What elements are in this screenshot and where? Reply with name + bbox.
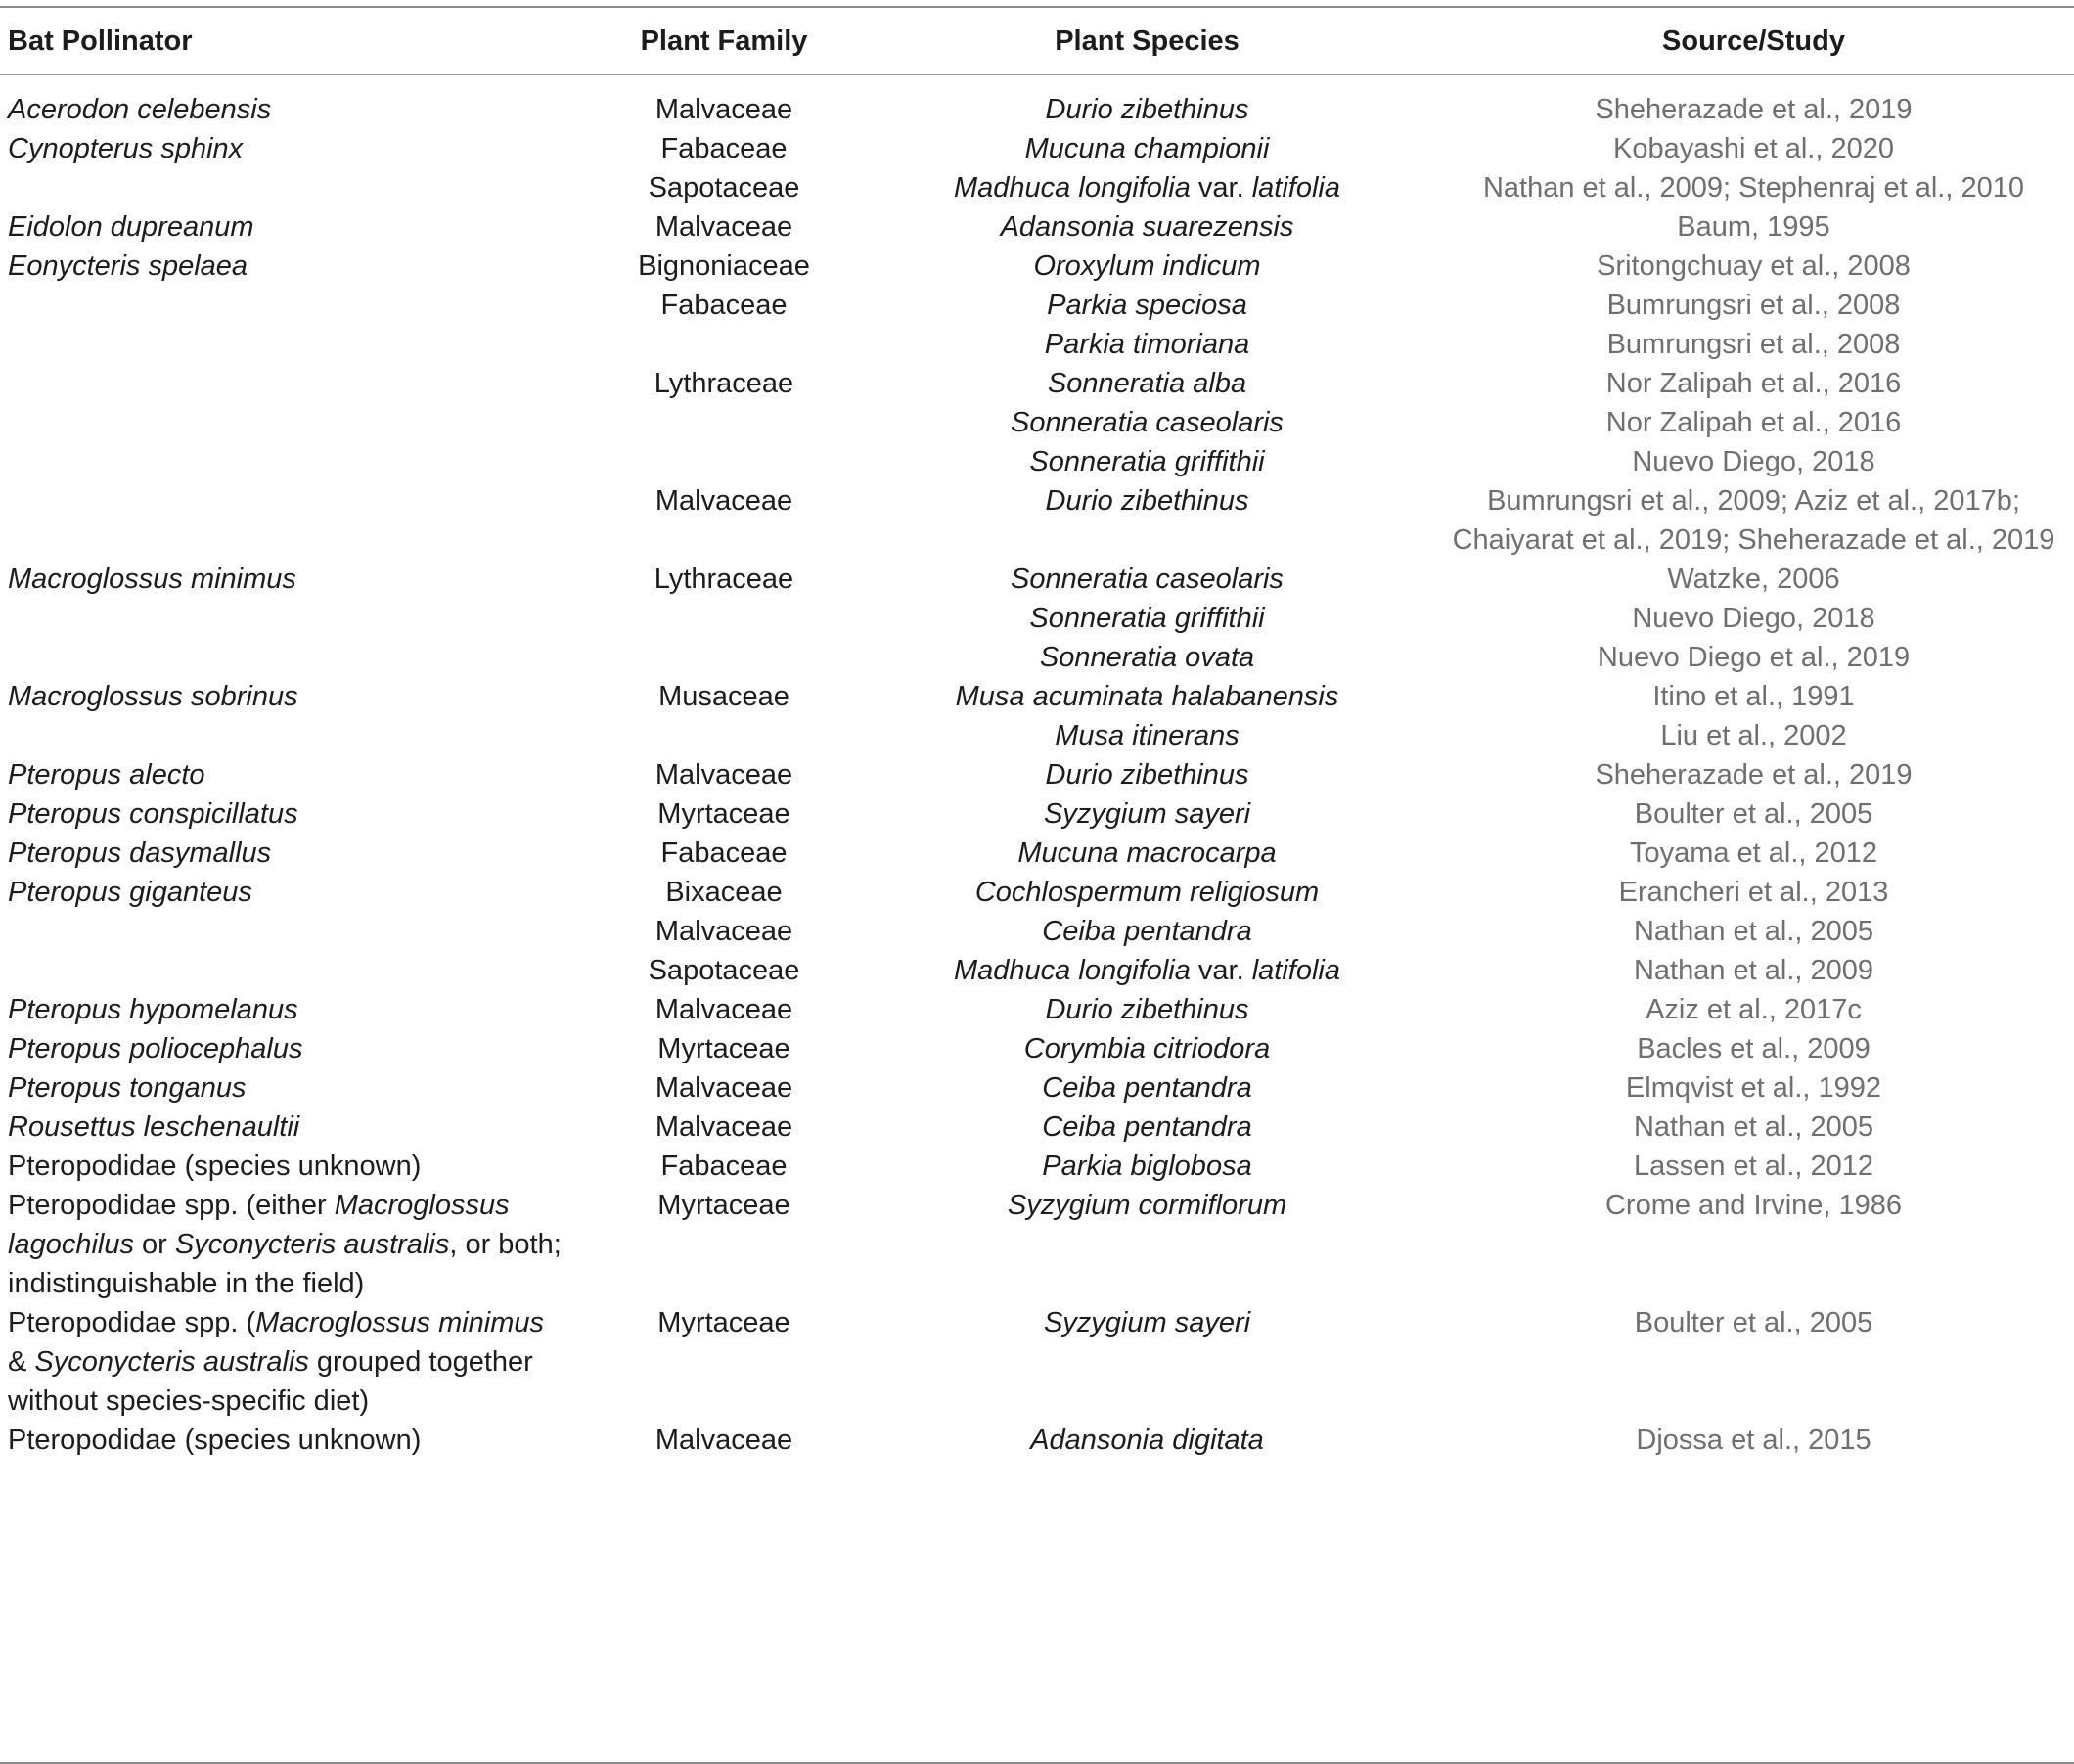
cell-source-study: Crome and Irvine, 1986 — [1604, 1190, 1903, 1221]
table-row — [0, 325, 2074, 364]
cell-plant-species — [861, 1303, 1433, 1421]
text-segment: Pteropus conspicillatus — [8, 798, 298, 830]
cell-source-study: Watzke, 2006 — [1667, 564, 1840, 595]
cell-source-study: Erancheri et al., 2013 — [1618, 877, 1889, 908]
text-segment: Durio zibethinus — [1045, 994, 1249, 1025]
text-segment: Durio zibethinus — [1045, 759, 1249, 791]
cell-plant-species — [861, 247, 1433, 286]
cell-bat-pollinator — [0, 990, 587, 1029]
cell-bat-pollinator — [0, 599, 587, 638]
text-segment: Rousettus leschenaultii — [8, 1111, 300, 1143]
cell-bat-pollinator — [0, 286, 587, 325]
cell-source-study: Bumrungsri et al., 2009; Aziz et al., 2017b; Chaiyarat et al., 2019; Sheherazade et al., 2019 — [1452, 485, 2055, 556]
text-segment: latifolia — [1251, 955, 1340, 986]
cell-plant-species — [861, 677, 1433, 716]
table-row — [0, 442, 2074, 481]
table-row — [0, 599, 2074, 638]
cell-plant-family: Myrtaceae — [657, 798, 790, 830]
cell-plant-species — [861, 168, 1433, 207]
cell-source-study: Aziz et al., 2017c — [1646, 994, 1862, 1025]
cell-plant-family: Fabaceae — [660, 837, 788, 869]
cell-plant-family: Lythraceae — [654, 564, 794, 595]
cell-bat-pollinator — [0, 1029, 587, 1068]
text-segment: Pteropus dasymallus — [8, 837, 272, 869]
table-row — [0, 364, 2074, 403]
cell-bat-pollinator — [0, 1147, 587, 1186]
cell-bat-pollinator — [0, 755, 587, 794]
table-row — [0, 834, 2074, 873]
cell-source-study: Elmqvist et al., 1992 — [1625, 1072, 1882, 1104]
text-segment: latifolia — [1251, 172, 1340, 204]
cell-plant-family: Lythraceae — [654, 368, 794, 399]
pollinator-table — [0, 8, 2074, 1471]
text-segment: Syconycteris australis — [174, 1229, 450, 1260]
cell-source-study: Bacles et al., 2009 — [1637, 1033, 1871, 1064]
text-segment: Sonneratia griffithii — [1029, 603, 1265, 634]
text-segment: Pteropus tonganus — [8, 1072, 247, 1104]
text-segment: Parkia biglobosa — [1042, 1151, 1252, 1182]
cell-plant-species — [861, 873, 1433, 912]
cell-source-study: Nathan et al., 2009; Stephenraj et al., 2010 — [1482, 172, 2024, 204]
cell-bat-pollinator — [0, 129, 587, 168]
table-row — [0, 403, 2074, 442]
cell-plant-family: Myrtaceae — [657, 1307, 790, 1338]
cell-bat-pollinator — [0, 207, 587, 247]
cell-plant-species — [861, 1029, 1433, 1068]
cell-plant-species — [861, 834, 1433, 873]
cell-source-study: Bumrungsri et al., 2008 — [1606, 290, 1901, 321]
cell-plant-family: Malvaceae — [654, 211, 793, 243]
cell-bat-pollinator — [0, 364, 587, 403]
text-segment: Pteropodidae spp. (either — [8, 1190, 335, 1221]
cell-source-study: Nor Zalipah et al., 2016 — [1605, 368, 1902, 399]
cell-plant-family — [587, 442, 861, 481]
cell-bat-pollinator — [0, 873, 587, 912]
table-row — [0, 1147, 2074, 1186]
cell-plant-family: Sapotaceae — [648, 955, 800, 986]
cell-bat-pollinator — [0, 442, 587, 481]
cell-plant-family: Malvaceae — [654, 1111, 793, 1143]
text-segment: Pteropus hypomelanus — [8, 994, 298, 1025]
text-segment: Pteropus giganteus — [8, 877, 252, 908]
cell-plant-species — [861, 638, 1433, 677]
text-segment: Macroglossus minimus — [8, 564, 296, 595]
cell-plant-family: Fabaceae — [660, 1151, 788, 1182]
table-row — [0, 207, 2074, 247]
table-row — [0, 873, 2074, 912]
text-segment: Cynopterus sphinx — [8, 133, 244, 164]
cell-plant-species — [861, 755, 1433, 794]
text-segment: Macroglossus sobrinus — [8, 681, 298, 712]
text-segment: & — [8, 1346, 35, 1378]
table-row — [0, 677, 2074, 716]
cell-bat-pollinator — [0, 794, 587, 834]
cell-plant-species — [861, 364, 1433, 403]
header-plant-species: Plant Species — [1055, 24, 1240, 57]
table-row — [0, 1068, 2074, 1108]
header-source-study: Source/Study — [1662, 24, 1845, 57]
cell-source-study: Liu et al., 2002 — [1660, 720, 1847, 751]
text-segment: Macroglossus lagochilus — [8, 1190, 510, 1260]
cell-bat-pollinator — [0, 1186, 587, 1303]
header-plant-family: Plant Family — [640, 24, 808, 57]
text-segment: grouped together without species-specific diet) — [8, 1346, 533, 1417]
cell-plant-family: Malvaceae — [654, 94, 793, 125]
table-row — [0, 129, 2074, 168]
table-row — [0, 247, 2074, 286]
cell-plant-family: Musaceae — [658, 681, 789, 712]
cell-plant-species — [861, 599, 1433, 638]
text-segment: Eidolon dupreanum — [8, 211, 254, 243]
cell-plant-species — [861, 481, 1433, 560]
cell-plant-family: Malvaceae — [654, 1072, 793, 1104]
text-segment: Pteropodidae spp. ( — [8, 1307, 256, 1338]
text-segment: Adansonia suarezensis — [1000, 211, 1294, 243]
cell-plant-species — [861, 403, 1433, 442]
cell-plant-family: Fabaceae — [660, 290, 788, 321]
table-row — [0, 1186, 2074, 1303]
cell-source-study: Kobayashi et al., 2020 — [1613, 133, 1894, 164]
cell-bat-pollinator — [0, 638, 587, 677]
cell-source-study: Toyama et al., 2012 — [1629, 837, 1878, 869]
cell-plant-family: Malvaceae — [654, 994, 793, 1025]
cell-bat-pollinator — [0, 951, 587, 990]
cell-bat-pollinator — [0, 1068, 587, 1108]
text-segment: Pteropodidae (species unknown) — [8, 1425, 422, 1456]
text-segment: Syzygium sayeri — [1043, 798, 1251, 830]
text-segment: Sonneratia griffithii — [1029, 446, 1265, 477]
text-segment: Oroxylum indicum — [1033, 250, 1261, 282]
cell-bat-pollinator — [0, 560, 587, 599]
text-segment: Musa acuminata halabanensis — [955, 681, 1339, 712]
table-row — [0, 755, 2074, 794]
table-row — [0, 912, 2074, 951]
cell-bat-pollinator — [0, 481, 587, 560]
cell-plant-species — [861, 794, 1433, 834]
cell-plant-family — [587, 403, 861, 442]
table-body — [0, 74, 2074, 1471]
cell-bat-pollinator — [0, 325, 587, 364]
cell-plant-species — [861, 560, 1433, 599]
table-row — [0, 286, 2074, 325]
cell-source-study: Boulter et al., 2005 — [1634, 798, 1873, 830]
text-segment: Mucuna macrocarpa — [1017, 837, 1277, 869]
cell-source-study: Nor Zalipah et al., 2016 — [1605, 407, 1902, 438]
cell-plant-species — [861, 1108, 1433, 1147]
text-segment: Parkia timoriana — [1044, 329, 1250, 360]
cell-bat-pollinator — [0, 1421, 587, 1471]
text-segment: Macroglossus minimus — [255, 1307, 545, 1338]
text-segment: Sonneratia caseolaris — [1011, 407, 1284, 438]
cell-plant-family — [587, 638, 861, 677]
cell-plant-species — [861, 207, 1433, 247]
cell-plant-family: Fabaceae — [660, 133, 788, 164]
cell-source-study: Itino et al., 1991 — [1652, 681, 1855, 712]
cell-bat-pollinator — [0, 834, 587, 873]
text-segment: Pteropus alecto — [8, 759, 205, 791]
cell-source-study: Nuevo Diego et al., 2019 — [1597, 642, 1911, 673]
text-segment: Ceiba pentandra — [1042, 916, 1252, 947]
cell-plant-family: Bixaceae — [665, 877, 783, 908]
table-row — [0, 1421, 2074, 1471]
text-segment: Syzygium cormiflorum — [1007, 1190, 1287, 1221]
cell-source-study: Nathan et al., 2005 — [1633, 916, 1874, 947]
cell-plant-family: Myrtaceae — [657, 1190, 790, 1221]
table-row — [0, 560, 2074, 599]
cell-source-study: Nuevo Diego, 2018 — [1632, 446, 1875, 477]
text-segment: Syconycteris australis — [34, 1346, 309, 1378]
cell-source-study: Sheherazade et al., 2019 — [1595, 759, 1913, 791]
table-row — [0, 1108, 2074, 1147]
cell-source-study: Bumrungsri et al., 2008 — [1606, 329, 1901, 360]
cell-plant-family: Malvaceae — [654, 759, 793, 791]
cell-plant-species — [861, 1421, 1433, 1471]
cell-plant-family: Bignoniaceae — [638, 250, 810, 282]
cell-plant-family: Malvaceae — [654, 1425, 793, 1456]
cell-plant-family — [587, 716, 861, 755]
text-segment: var. — [1190, 172, 1252, 204]
cell-plant-family — [587, 325, 861, 364]
table-row — [0, 481, 2074, 560]
cell-plant-species — [861, 74, 1433, 129]
header-bat-pollinator: Bat Pollinator — [8, 24, 193, 57]
table-row — [0, 794, 2074, 834]
text-segment: Madhuca longifolia — [954, 172, 1191, 204]
cell-source-study: Lassen et al., 2012 — [1633, 1151, 1874, 1182]
cell-bat-pollinator — [0, 168, 587, 207]
text-segment: Musa itinerans — [1055, 720, 1240, 751]
text-segment: Sonneratia ovata — [1039, 642, 1255, 673]
header-row — [0, 8, 2074, 74]
cell-plant-family: Malvaceae — [654, 485, 793, 517]
cell-bat-pollinator — [0, 1303, 587, 1421]
cell-bat-pollinator — [0, 677, 587, 716]
cell-plant-species — [861, 442, 1433, 481]
text-segment: var. — [1190, 955, 1252, 986]
text-segment: Syzygium sayeri — [1043, 1307, 1251, 1338]
text-segment: Parkia speciosa — [1047, 290, 1247, 321]
table-row — [0, 990, 2074, 1029]
cell-plant-species — [861, 325, 1433, 364]
table-row — [0, 168, 2074, 207]
cell-plant-species — [861, 129, 1433, 168]
table-row — [0, 74, 2074, 129]
cell-source-study: Baum, 1995 — [1677, 211, 1830, 243]
cell-source-study: Sritongchuay et al., 2008 — [1597, 250, 1911, 282]
table-row — [0, 951, 2074, 990]
text-segment: Ceiba pentandra — [1042, 1072, 1252, 1104]
cell-plant-species — [861, 1068, 1433, 1108]
text-segment: Madhuca longifolia — [954, 955, 1191, 986]
text-segment: Acerodon celebensis — [8, 94, 272, 125]
cell-plant-species — [861, 716, 1433, 755]
text-segment: Durio zibethinus — [1045, 94, 1249, 125]
cell-plant-family — [587, 599, 861, 638]
cell-source-study: Nuevo Diego, 2018 — [1632, 603, 1875, 634]
table-row — [0, 638, 2074, 677]
cell-source-study: Boulter et al., 2005 — [1634, 1307, 1873, 1338]
cell-plant-family: Sapotaceae — [648, 172, 800, 204]
cell-bat-pollinator — [0, 247, 587, 286]
cell-source-study: Djossa et al., 2015 — [1636, 1425, 1871, 1456]
cell-plant-family: Myrtaceae — [657, 1033, 790, 1064]
cell-source-study: Nathan et al., 2005 — [1633, 1111, 1874, 1143]
text-segment: Corymbia citriodora — [1023, 1033, 1271, 1064]
text-segment: or — [133, 1229, 175, 1260]
cell-plant-species — [861, 990, 1433, 1029]
cell-source-study: Nathan et al., 2009 — [1633, 955, 1874, 986]
text-segment: Adansonia digitata — [1030, 1425, 1264, 1456]
cell-plant-species — [861, 1186, 1433, 1303]
text-segment: Pteropus poliocephalus — [8, 1033, 303, 1064]
cell-bat-pollinator — [0, 1108, 587, 1147]
cell-plant-species — [861, 286, 1433, 325]
text-segment: Cochlospermum religiosum — [974, 877, 1320, 908]
text-segment: Sonneratia alba — [1047, 368, 1247, 399]
cell-bat-pollinator — [0, 403, 587, 442]
text-segment: Eonycteris spelaea — [8, 250, 248, 282]
table-row — [0, 1303, 2074, 1421]
text-segment: Mucuna championii — [1024, 133, 1270, 164]
text-segment: Ceiba pentandra — [1042, 1111, 1252, 1143]
text-segment: Pteropodidae (species unknown) — [8, 1151, 422, 1182]
cell-plant-species — [861, 1147, 1433, 1186]
cell-plant-species — [861, 912, 1433, 951]
cell-source-study: Sheherazade et al., 2019 — [1595, 94, 1913, 125]
cell-bat-pollinator — [0, 716, 587, 755]
cell-plant-family: Malvaceae — [654, 916, 793, 947]
cell-bat-pollinator — [0, 912, 587, 951]
table-row — [0, 1029, 2074, 1068]
text-segment: Sonneratia caseolaris — [1011, 564, 1284, 595]
table-row — [0, 716, 2074, 755]
text-segment: Durio zibethinus — [1045, 485, 1249, 517]
cell-bat-pollinator — [0, 74, 587, 129]
text-segment: , or both; indistinguishable in the field) — [8, 1229, 562, 1299]
cell-plant-species — [861, 951, 1433, 990]
